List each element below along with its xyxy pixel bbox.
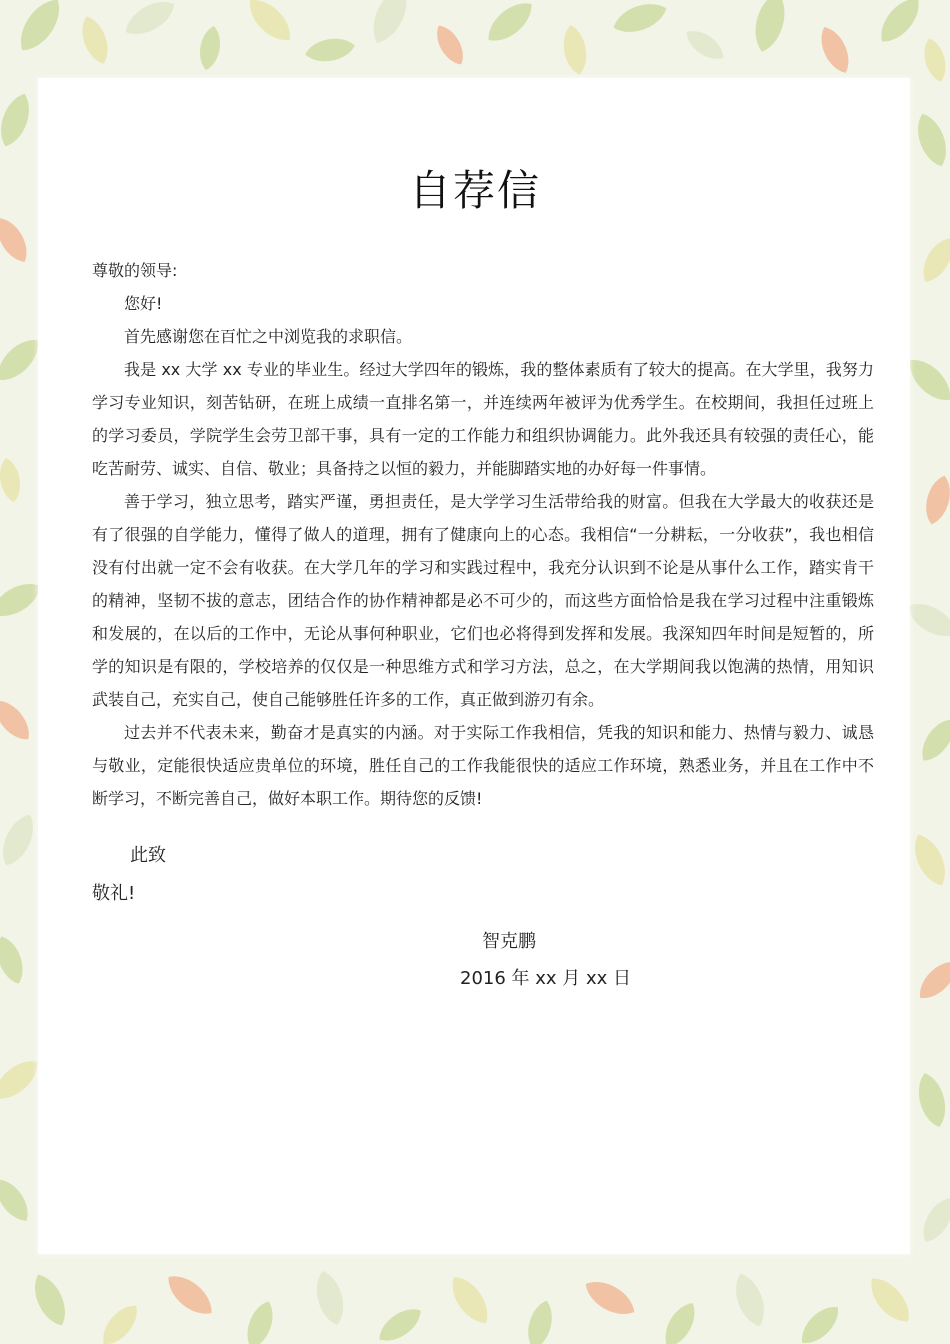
paragraph-2: 我是 xx 大学 xx 专业的毕业生。经过大学四年的锻炼，我的整体素质有了较大的提高。在大学里，我努力学习专业知识，刻苦钻研，在班上成绩一直排名第一，并连续两年被评为优秀学生。在校期间，我担任过班上的学习委员，学院学生会劳卫部干事，具有一定的工作能力和组织协调能力。此外我还具有较强的责任心，能吃苦耐劳、诚实、自信、敬业；具备持之以恒的毅力，并能脚踏实地的办好每一件事情。 xyxy=(92,360,874,478)
page-title: 自荐信 xyxy=(408,166,541,215)
closing-line: 此致 xyxy=(130,845,166,866)
paragraph-3: 善于学习，独立思考，踏实严谨，勇担责任，是大学学习生活带给我的财富。但我在大学最大的收获还是有了很强的自学能力，懂得了做人的道理，拥有了健康向上的心态。我相信“一分耕耘，一分收获”，我也相信没有付出就一定不会有收获。在大学几年的学习和实践过程中，我充分认识到不论是从事什么工作，踏实肯干的精神，坚韧不拔的意志，团结合作的协作精神都是必不可少的，而这些方面恰恰是我在学习过程中注重锻炼和发展的，在以后的工作中，无论从事何种职业，它们也必将得到发挥和发展。我深知四年时间是短暂的，所学的知识是有限的，学校培养的仅仅是一种思维方式和学习方法，总之，在大学期间我以饱满的热情，用知识武装自己，充实自己，使自己能够胜任许多的工作，真正做到游刃有余。 xyxy=(92,492,874,709)
letter-body xyxy=(92,254,874,815)
greeting: 尊敬的领导: xyxy=(92,261,178,280)
hello-line: 您好! xyxy=(124,294,163,313)
letter-date: 2016 年 xx 月 xx 日 xyxy=(460,968,632,989)
paragraph-1: 首先感谢您在百忙之中浏览我的求职信。 xyxy=(124,327,413,346)
salute-line: 敬礼! xyxy=(92,883,136,904)
signer-name: 智克鹏 xyxy=(482,931,536,952)
paragraph-4: 过去并不代表未来，勤奋才是真实的内涵。对于实际工作我相信，凭我的知识和能力、热情与毅力、诚恳与敬业，定能很快适应贵单位的环境，胜任自己的工作我能很快的适应工作环境，熟悉业务，并且在工作中不断学习，不断完善自己，做好本职工作。期待您的反馈! xyxy=(92,723,874,808)
